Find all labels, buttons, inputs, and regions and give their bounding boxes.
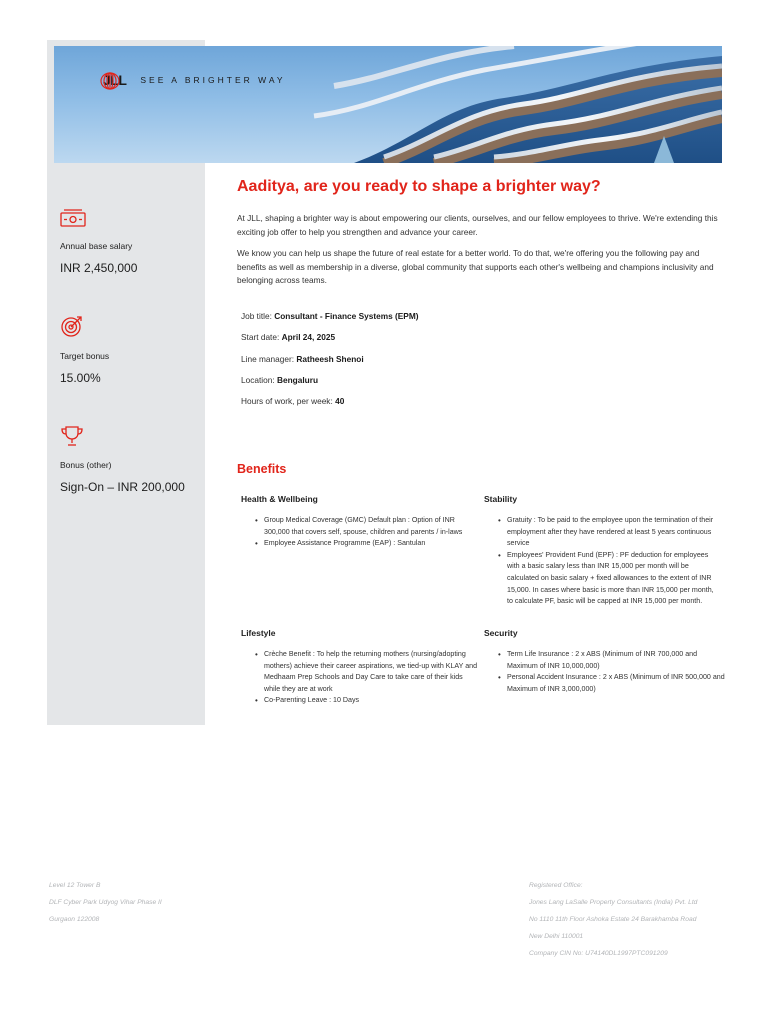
hours-row: [241, 396, 344, 406]
stability-list: [507, 515, 721, 608]
target-bonus-label: Target bonus: [60, 351, 110, 361]
job-title-label: Job title:: [241, 311, 272, 321]
location-value: Bengaluru: [277, 375, 319, 385]
list-item: • Co-Parenting Leave : 10 Days: [264, 695, 478, 707]
job-title-row: [241, 311, 419, 321]
location-row: [241, 375, 318, 385]
target-bonus-block: [60, 315, 109, 385]
list-item: • Term Life Insurance : 2 x ABS (Minimum of INR 700,000 and Maximum of INR 10,000,000): [507, 649, 725, 672]
offer-paragraph: We know you can help us shape the future of real estate for a better world. To do that, we're offering you the following pay and benefits as well as membership in a diverse, global community that supports each other's wellbeing and champions inclusivity and belonging across teams.: [237, 248, 714, 285]
footer-address-left: [49, 877, 162, 928]
salary-label: Annual base salary: [60, 241, 133, 251]
jll-logo-mark-icon: [100, 72, 120, 90]
jll-logo: [100, 72, 286, 88]
list-item: • Gratuity : To be paid to the employee upon the termination of their employment after they have rendered at least 5 years continuous service: [507, 515, 721, 550]
footer-line: No 1110 11th Floor Ashoka Estate 24 Barakhamba Road: [529, 916, 697, 923]
start-date-row: [241, 332, 335, 342]
salary-block: [60, 207, 137, 275]
tagline: SEE A BRIGHTER WAY: [140, 75, 286, 85]
footer-registered-office: [529, 877, 697, 962]
health-wellbeing-heading: Health & Wellbeing: [241, 494, 318, 504]
lifestyle-heading: Lifestyle: [241, 628, 276, 638]
footer-line: Jones Lang LaSalle Property Consultants (India) Pvt. Ltd: [529, 899, 698, 906]
security-heading: Security: [484, 628, 518, 638]
job-title-value: Consultant - Finance Systems (EPM): [274, 311, 419, 321]
logo-text: JLL: [103, 72, 127, 88]
line-manager-label: Line manager:: [241, 354, 295, 364]
footer-line: New Delhi 110001: [529, 933, 584, 940]
footer-line: Level 12 Tower B: [49, 882, 101, 889]
list-item: • Employee Assistance Programme (EAP) : Santulan: [264, 538, 478, 550]
hero-banner: [54, 46, 722, 163]
target-icon: [60, 315, 86, 337]
start-date-value: April 24, 2025: [281, 332, 336, 342]
list-item: • Crèche Benefit : To help the returning mothers (nursing/adopting mothers) achieve their career aspirations, we tied-up with KLAY and Medhaam Prep Schools and Day Care to take care of their kids while they are at work: [264, 649, 478, 695]
page-title: Aaditya, are you ready to shape a brighter way?: [237, 178, 601, 195]
list-item: • Group Medical Coverage (GMC) Default plan : Option of INR 300,000 that covers self, spouse, children and parents / in-laws: [264, 515, 478, 538]
start-date-label: Start date:: [241, 332, 280, 342]
salary-value: INR 2,450,000: [60, 261, 138, 275]
hours-value: 40: [335, 396, 345, 406]
target-bonus-value: 15.00%: [60, 371, 101, 385]
other-bonus-block: [60, 425, 185, 494]
line-manager-row: [241, 354, 364, 364]
benefits-heading: Benefits: [237, 462, 287, 476]
lifestyle-list: [264, 649, 478, 707]
trophy-icon: [60, 425, 86, 447]
cash-icon: [60, 207, 86, 229]
offer-intro: [237, 178, 719, 288]
footer-line: DLF Cyber Park Udyog Vihar Phase II: [49, 899, 162, 906]
footer-line: Company CIN No: U74140DL1997PTC091209: [529, 950, 668, 957]
hours-label: Hours of work, per week:: [241, 396, 333, 406]
other-bonus-label: Bonus (other): [60, 460, 112, 470]
location-label: Location:: [241, 375, 275, 385]
footer-line: Gurgaon 122008: [49, 916, 100, 923]
other-bonus-value: Sign-On – INR 200,000: [60, 480, 185, 494]
list-item: • Personal Accident Insurance : 2 x ABS (Minimum of INR 500,000 and Maximum of INR 3,000,000): [507, 672, 725, 695]
health-wellbeing-list: [264, 515, 478, 550]
footer-line: Registered Office:: [529, 882, 583, 889]
building-image: [54, 46, 722, 163]
security-list: [507, 649, 725, 695]
line-manager-value: Ratheesh Shenoi: [296, 354, 364, 364]
list-item: • Employees' Provident Fund (EPF) : PF deduction for employees with a basic salary less than INR 15,000 per month will be calculated on basic salary + fixed allowances to the extent of INR 15,000. In cases where basic is more than INR 15,000 per month, to calculate PF, basic will be capped at INR 15,000 per month.: [507, 550, 721, 608]
stability-heading: Stability: [484, 494, 518, 504]
intro-paragraph: At JLL, shaping a brighter way is about empowering our clients, ourselves, and our fellow employees to thrive. We're extending this exciting job offer to help you strengthen and advance your career.: [237, 213, 718, 237]
